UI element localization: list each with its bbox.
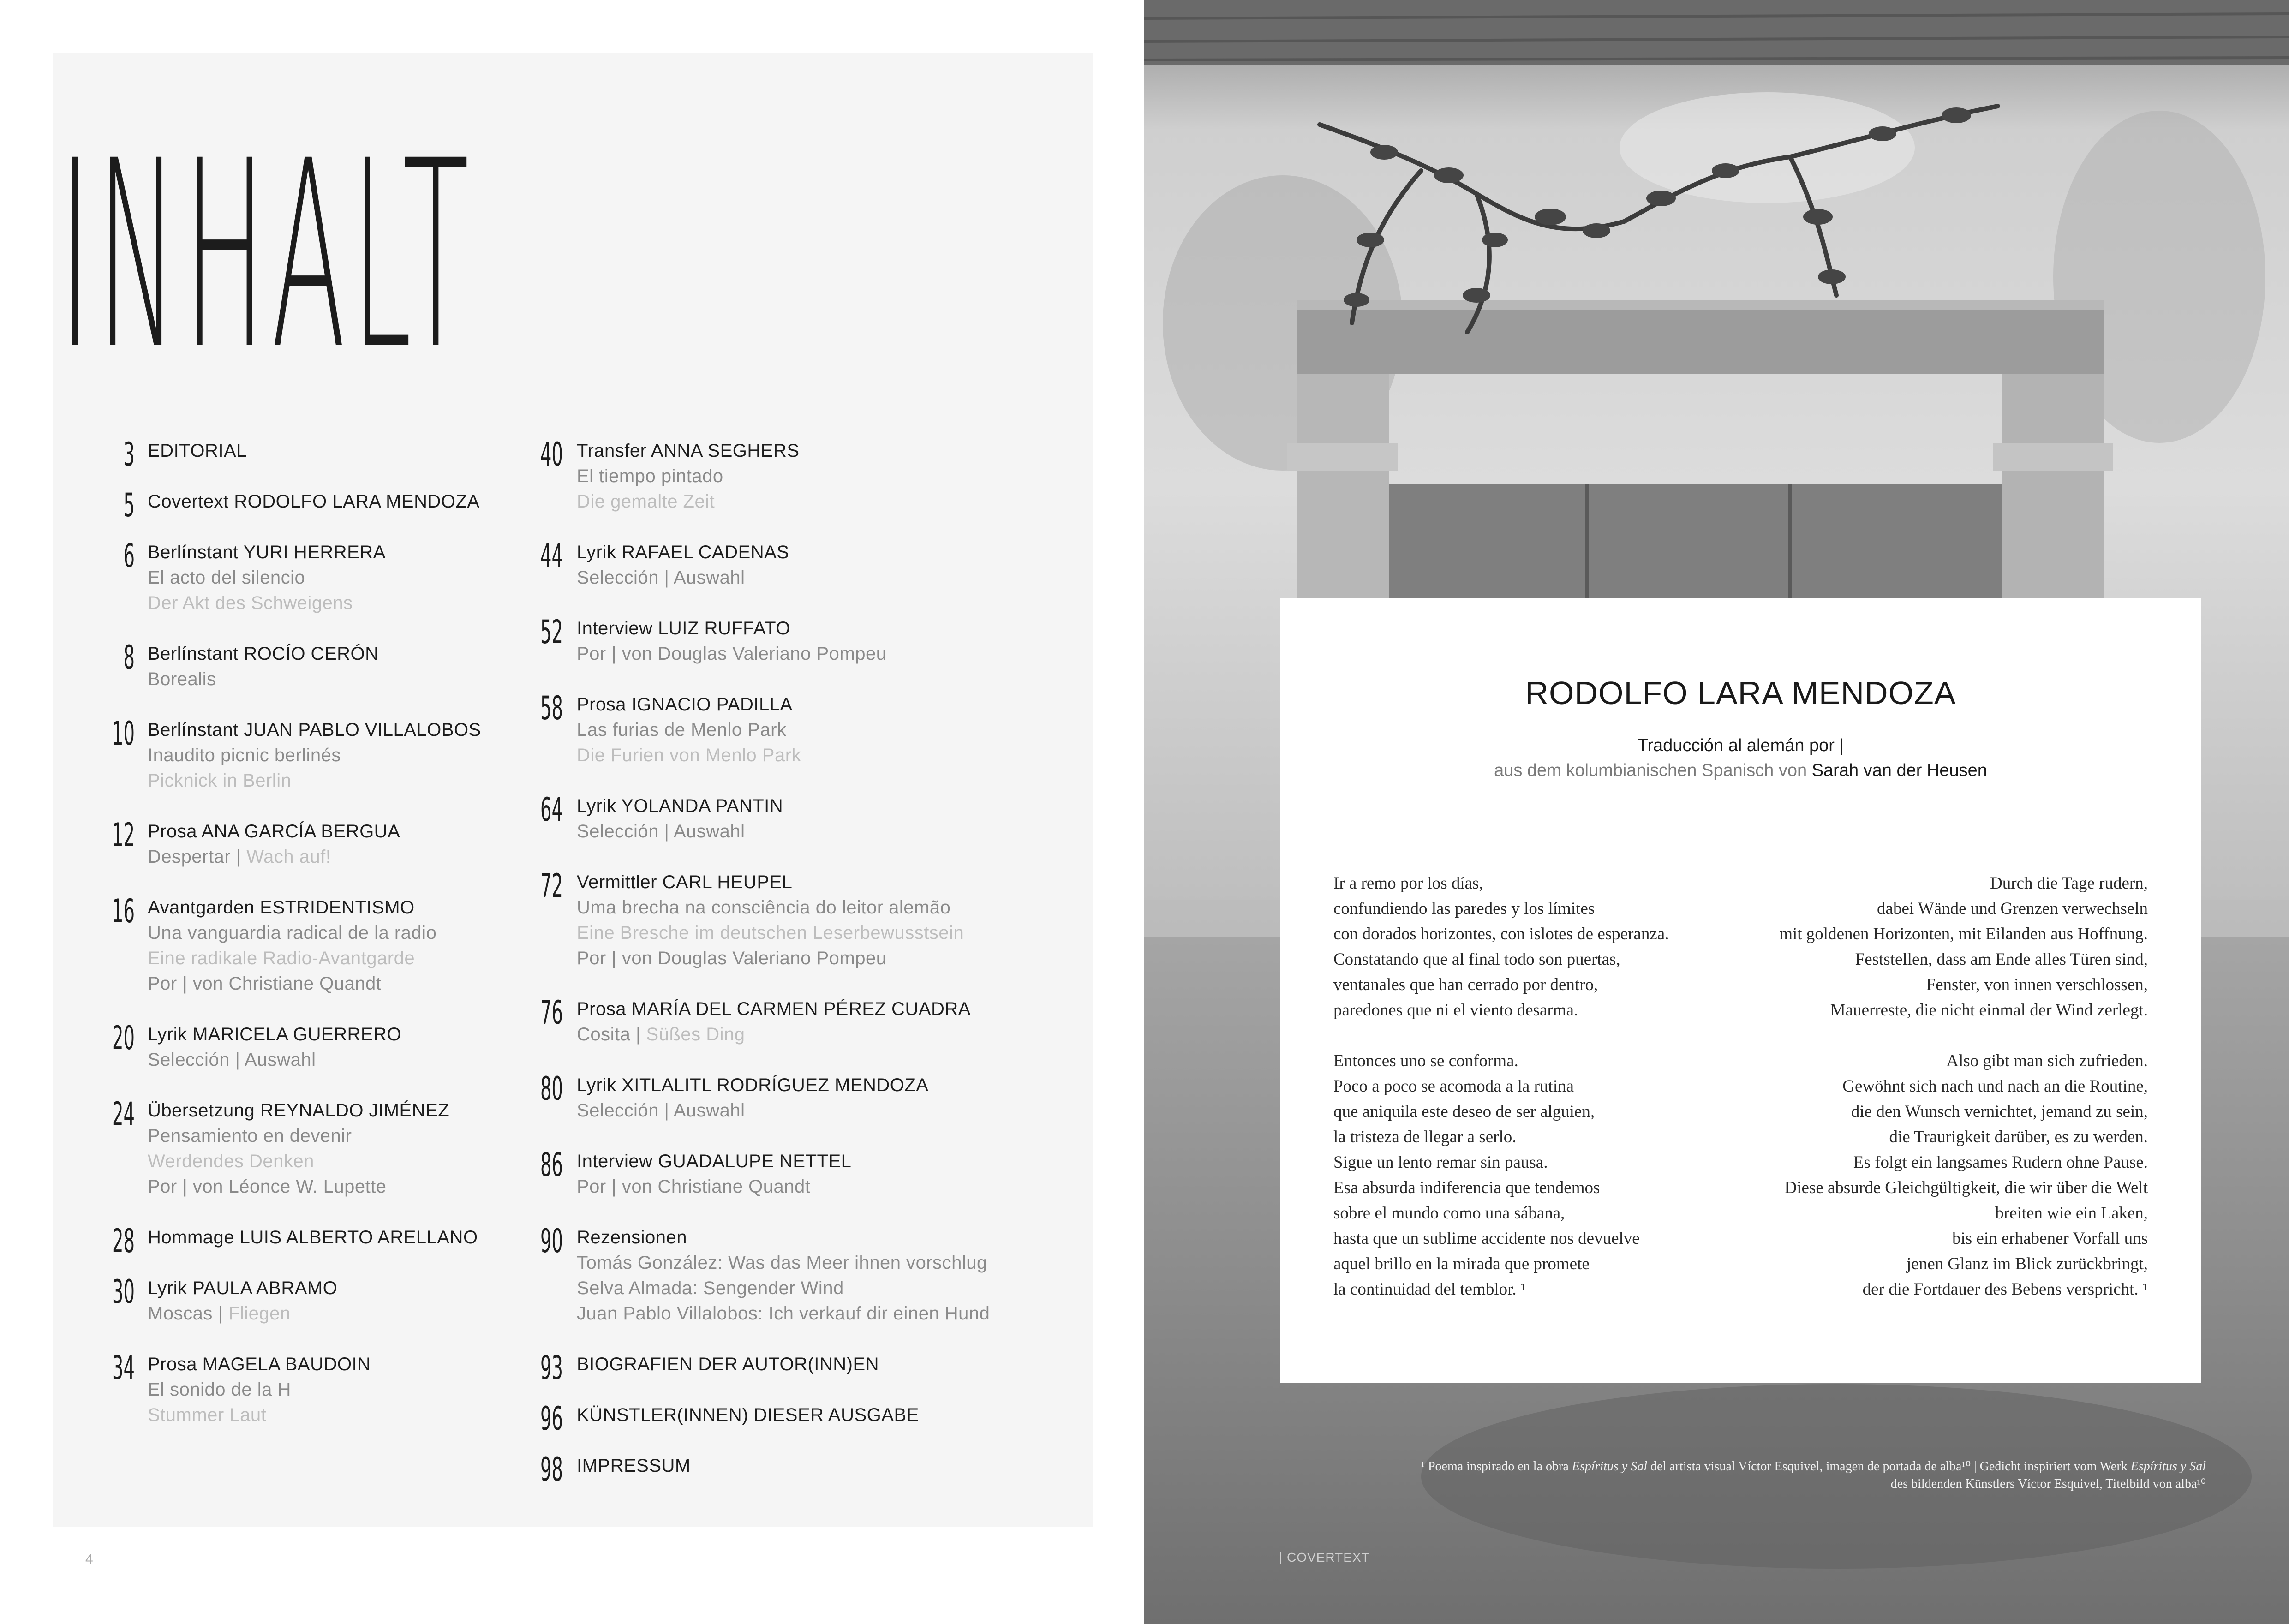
toc-text: Tomás González: Was das Meer ihnen vorschlug	[577, 1253, 987, 1273]
toc-text: Inaudito picnic berlinés	[148, 745, 341, 765]
toc-text: Lyrik MARICELA GUERRERO	[148, 1024, 402, 1045]
toc-text: |	[218, 1303, 228, 1324]
footnote-text: del artista visual Víctor Esquivel, imagen de portada de alba¹⁰ | Gedicht inspiriert vom Werk	[1647, 1459, 2131, 1474]
toc-entry-subtitle	[148, 1403, 371, 1428]
toc-page-number: 80	[540, 1070, 563, 1108]
toc-text: Por | von Christiane Quandt	[148, 973, 382, 994]
toc-entry-subtitle	[148, 844, 400, 870]
toc-entry-title	[148, 1352, 371, 1377]
toc-page-number: 58	[540, 689, 563, 727]
toc-text: Selva Almada: Sengender Wind	[577, 1278, 844, 1298]
toc-entry-title	[148, 717, 481, 743]
poem-line: Durch die Tage rudern,	[1990, 874, 2148, 893]
poem-line: confundiendo las paredes y los límites	[1333, 899, 1595, 918]
toc-text: Süßes Ding	[646, 1024, 745, 1045]
toc-text: El acto del silencio	[148, 567, 305, 588]
toc-text: Interview LUIZ RUFFATO	[577, 618, 790, 639]
poem-line: la tristeza de llegar a serlo.	[1333, 1128, 1517, 1146]
translation-credit-es: Traducción al alemán por |	[1637, 736, 1844, 755]
toc-text: Prosa ANA GARCÍA BERGUA	[148, 821, 400, 842]
toc-page-number: 24	[112, 1095, 135, 1133]
toc-text: Por | von Christiane Quandt	[577, 1176, 811, 1197]
toc-entry-subtitle	[577, 819, 783, 844]
toc-text: Selección | Auswahl	[148, 1050, 316, 1070]
toc-entry-title	[577, 692, 801, 717]
poem-line: paredones que ni el viento desarma.	[1333, 1001, 1578, 1020]
footnote-work-title: Espíritus y Sal	[1572, 1459, 1648, 1474]
toc-page-number: 28	[112, 1222, 135, 1260]
toc-text: Cosita	[577, 1024, 636, 1045]
toc-entry-subtitle	[148, 1047, 401, 1073]
poet-name: RODOLFO LARA MENDOZA	[1525, 675, 1956, 711]
poem-line: dabei Wände und Grenzen verwechseln	[1877, 899, 2148, 918]
toc-entry-subtitle	[148, 743, 481, 768]
poem-stanza	[1333, 1048, 1712, 1302]
right-page	[1144, 0, 2289, 1624]
footnote-text: ¹ Poema inspirado en la obra	[1421, 1459, 1572, 1474]
toc-entry-title	[577, 997, 971, 1022]
poem-line: Entonces uno se conforma.	[1333, 1051, 1518, 1070]
poem-line: con dorados horizontes, con islotes de esperanza.	[1333, 925, 1669, 943]
toc-text: Picknick in Berlin	[148, 770, 292, 791]
poem-line: aquel brillo en la mirada que promete	[1333, 1254, 1590, 1273]
section-label: | COVERTEXT	[1279, 1550, 1370, 1564]
toc-entry-subtitle	[148, 920, 436, 946]
poem-spanish	[1333, 871, 1712, 1327]
toc-text: Prosa IGNACIO PADILLA	[577, 694, 793, 715]
toc-entry-subtitle	[148, 667, 379, 692]
toc-entry-subtitle	[148, 1301, 337, 1326]
toc-text: Por | von Douglas Valeriano Pompeu	[577, 948, 887, 968]
toc-text: IMPRESSUM	[577, 1456, 691, 1476]
toc-text: Selección | Auswahl	[577, 821, 745, 842]
poem-line: breiten wie ein Laken,	[1995, 1204, 2148, 1223]
toc-page-number: 10	[112, 715, 135, 752]
poem-line: sobre el mundo como una sábana,	[1333, 1204, 1565, 1223]
poem-line: der die Fortdauer des Bebens verspricht. ¹	[1862, 1280, 2148, 1299]
toc-entry-subtitle	[577, 1022, 971, 1047]
toc-entry-subtitle	[577, 717, 801, 743]
toc-text: Avantgarden ESTRIDENTISMO	[148, 897, 415, 918]
poem-line: Fenster, von innen verschlossen,	[1926, 975, 2148, 994]
toc-entry-subtitle	[577, 1301, 990, 1326]
toc-text: Stummer Laut	[148, 1405, 267, 1425]
toc-entry-title	[148, 819, 400, 844]
toc-text: Eine Bresche im deutschen Leserbewusstsein	[577, 923, 964, 943]
toc-text: Hommage LUIS ALBERTO ARELLANO	[148, 1227, 478, 1248]
poem-line: Mauerreste, die nicht einmal der Wind zerlegt.	[1830, 1001, 2148, 1020]
toc-entry-title	[577, 1149, 851, 1174]
poem-stanza	[1769, 1048, 2148, 1302]
toc-entry-subtitle	[577, 1250, 990, 1276]
poem-line: die Traurigkeit darüber, es zu werden.	[1889, 1128, 2148, 1146]
toc-entry-subtitle	[148, 1123, 449, 1149]
toc-text: Juan Pablo Villalobos: Ich verkauf dir einen Hund	[577, 1303, 990, 1324]
toc-entry-title	[148, 1098, 449, 1123]
toc-text: KÜNSTLER(INNEN) DIESER AUSGABE	[577, 1405, 919, 1425]
poem-line: Constatando que al final todo son puertas,	[1333, 950, 1620, 969]
poem-line: Diese absurde Gleichgültigkeit, die wir über die Welt	[1784, 1178, 2148, 1197]
toc-entry-subtitle	[148, 1149, 449, 1174]
toc-entry-subtitle	[148, 591, 386, 616]
toc-text: Prosa MAGELA BAUDOIN	[148, 1354, 371, 1374]
toc-entry-subtitle	[577, 641, 886, 667]
toc-text: Die Furien von Menlo Park	[577, 745, 801, 765]
toc-entry-title	[577, 540, 789, 565]
translation-credit-de	[1280, 761, 2201, 781]
toc-entry-title	[148, 540, 386, 565]
toc-entry-title	[148, 1276, 337, 1301]
toc-text: Berlínstant JUAN PABLO VILLALOBOS	[148, 720, 481, 740]
toc-text: Las furias de Menlo Park	[577, 720, 787, 740]
toc-page-number: 76	[540, 994, 563, 1032]
poem-stanza	[1333, 871, 1712, 1023]
toc-text: Die gemalte Zeit	[577, 491, 715, 512]
toc-text: Moscas	[148, 1303, 218, 1324]
toc-text: Selección | Auswahl	[577, 1100, 745, 1121]
toc-text: Übersetzung REYNALDO JIMÉNEZ	[148, 1100, 450, 1121]
poem-line: Feststellen, dass am Ende alles Türen sind,	[1855, 950, 2148, 969]
toc-entry-subtitle	[577, 464, 800, 489]
page-number: 4	[85, 1552, 93, 1567]
poem-line: Poco a poco se acomoda a la rutina	[1333, 1077, 1574, 1096]
toc-entry-title	[577, 1225, 990, 1250]
toc-text: Borealis	[148, 669, 216, 689]
footnote	[1375, 1458, 2206, 1493]
poem-line: Esa absurda indiferencia que tendemos	[1333, 1178, 1600, 1197]
toc-entry-subtitle	[148, 768, 481, 794]
toc-text: Despertar	[148, 847, 236, 867]
toc-entry-title	[577, 1073, 929, 1098]
toc-text: El tiempo pintado	[577, 466, 723, 486]
toc-text: Una vanguardia radical de la radio	[148, 923, 437, 943]
toc-page-number: 12	[112, 816, 135, 854]
footnote-work-title: Espíritus y Sal	[2130, 1459, 2206, 1474]
translation-credit-prefix: aus dem kolumbianischen Spanisch von	[1494, 761, 1812, 780]
poem-line: Ir a remo por los días,	[1333, 874, 1483, 893]
toc-page-number: 93	[540, 1349, 563, 1387]
toc-page-number: 34	[112, 1349, 135, 1387]
toc-entry-title	[148, 438, 247, 464]
toc-entry-title	[148, 489, 480, 514]
toc-text: Lyrik YOLANDA PANTIN	[577, 796, 783, 816]
toc-text: BIOGRAFIEN DER AUTOR(INN)EN	[577, 1354, 879, 1374]
poem-line: Sigue un lento remar sin pausa.	[1333, 1153, 1548, 1172]
toc-page-number: 3	[123, 436, 135, 473]
toc-text: Berlínstant ROCÍO CERÓN	[148, 644, 379, 664]
toc-entry-title	[148, 1225, 478, 1250]
toc-text: |	[636, 1024, 646, 1045]
toc-text: Werdendes Denken	[148, 1151, 314, 1171]
poem-card	[1280, 598, 2201, 1383]
toc-page-number: 16	[112, 892, 135, 930]
toc-page-number: 90	[540, 1222, 563, 1260]
toc-entry-subtitle	[148, 565, 386, 591]
toc-page-number: 40	[540, 436, 563, 473]
toc-entry-title	[577, 870, 964, 895]
toc-page-number: 86	[540, 1146, 563, 1184]
poem-line: Es folgt ein langsames Rudern ohne Pause.	[1853, 1153, 2148, 1172]
toc-entry-subtitle	[148, 1377, 371, 1403]
toc-page-number: 20	[112, 1019, 135, 1057]
poem-line: die den Wunsch vernichtet, jemand zu sein,	[1851, 1102, 2148, 1121]
toc-text: Fliegen	[228, 1303, 291, 1324]
toc-entry-subtitle	[148, 946, 436, 971]
footnote-text: des bildenden Künstlers Víctor Esquivel, Titelbild von alba¹⁰	[1890, 1477, 2206, 1491]
poem-line: jenen Glanz im Blick zurückbringt,	[1907, 1254, 2148, 1273]
toc-text: Lyrik PAULA ABRAMO	[148, 1278, 338, 1298]
toc-entry-subtitle	[577, 1174, 851, 1200]
toc-text: Rezensionen	[577, 1227, 687, 1248]
poem-line: hasta que un sublime accidente nos devuelve	[1333, 1229, 1640, 1248]
toc-entry-title	[577, 438, 800, 464]
poem-line: mit goldenen Horizonten, mit Eilanden aus Hoffnung.	[1779, 925, 2148, 943]
page-title: INHALT	[59, 106, 475, 406]
toc-page-number: 30	[112, 1273, 135, 1311]
toc-entry-subtitle	[148, 1174, 449, 1200]
poem-line: bis ein erhabener Vorfall uns	[1952, 1229, 2148, 1248]
toc-text: Por | von Douglas Valeriano Pompeu	[577, 644, 887, 664]
poem-german	[1769, 871, 2148, 1327]
toc-entry-subtitle	[577, 489, 800, 514]
toc-text: Prosa MARÍA DEL CARMEN PÉREZ CUADRA	[577, 999, 971, 1019]
toc-page-number: 8	[123, 639, 135, 676]
poem-line: ventanales que han cerrado por dentro,	[1333, 975, 1598, 994]
toc-entry-title	[577, 794, 783, 819]
toc-text: Der Akt des Schweigens	[148, 593, 353, 613]
toc-text: Eine radikale Radio-Avantgarde	[148, 948, 415, 968]
toc-text: Vermittler CARL HEUPEL	[577, 872, 793, 892]
translator-name: Sarah van der Heusen	[1811, 761, 1987, 780]
toc-page-number: 72	[540, 867, 563, 905]
poem-line: Also gibt man sich zufrieden.	[1946, 1051, 2148, 1070]
toc-page-number: 5	[123, 486, 135, 524]
toc-text: Interview GUADALUPE NETTEL	[577, 1151, 852, 1171]
toc-page-number: 96	[540, 1400, 563, 1438]
toc-entry-subtitle	[577, 895, 964, 920]
toc-text: Pensamiento en devenir	[148, 1126, 352, 1146]
toc-page-number: 6	[123, 537, 135, 575]
toc-page-number: 44	[540, 537, 563, 575]
toc-page-number: 52	[540, 613, 563, 651]
toc-entry-subtitle	[577, 946, 964, 971]
toc-entry-title	[577, 616, 886, 641]
toc-entry-subtitle	[577, 743, 801, 768]
poem-line: que aniquila este deseo de ser alguien,	[1333, 1102, 1595, 1121]
poem-stanza	[1769, 871, 2148, 1023]
toc-entry-subtitle	[577, 1098, 929, 1123]
toc-page-number: 64	[540, 791, 563, 829]
toc-entry-subtitle	[577, 565, 789, 591]
toc-text: Por | von Léonce W. Lupette	[148, 1176, 387, 1197]
toc-entry-subtitle	[577, 1276, 990, 1301]
poem-line: Gewöhnt sich nach und nach an die Routine,	[1842, 1077, 2148, 1096]
toc-page-number: 98	[540, 1451, 563, 1488]
toc-text: Lyrik XITLALITL RODRÍGUEZ MENDOZA	[577, 1075, 929, 1095]
left-page	[0, 0, 1144, 1624]
toc-text: Uma brecha na consciência do leitor alemão	[577, 897, 951, 918]
toc-entry-title	[148, 895, 436, 920]
toc-text: El sonido de la H	[148, 1379, 291, 1400]
poem-line: la continuidad del temblor. ¹	[1333, 1280, 1526, 1299]
toc-text: |	[236, 847, 247, 867]
toc-entry-subtitle	[577, 920, 964, 946]
toc-text: Berlínstant YURI HERRERA	[148, 542, 386, 562]
toc-text: Covertext RODOLFO LARA MENDOZA	[148, 491, 480, 512]
toc-entry-title	[577, 1453, 691, 1479]
toc-text: Lyrik RAFAEL CADENAS	[577, 542, 789, 562]
toc-text: Transfer ANNA SEGHERS	[577, 441, 800, 461]
toc-entry-title	[148, 641, 379, 667]
toc-entry-title	[577, 1403, 919, 1428]
toc-text: Wach auf!	[246, 847, 331, 867]
toc-text: EDITORIAL	[148, 441, 247, 461]
toc-text: Selección | Auswahl	[577, 567, 745, 588]
toc-entry-title	[148, 1022, 401, 1047]
toc-entry-subtitle	[148, 971, 436, 997]
toc-entry-title	[577, 1352, 879, 1377]
